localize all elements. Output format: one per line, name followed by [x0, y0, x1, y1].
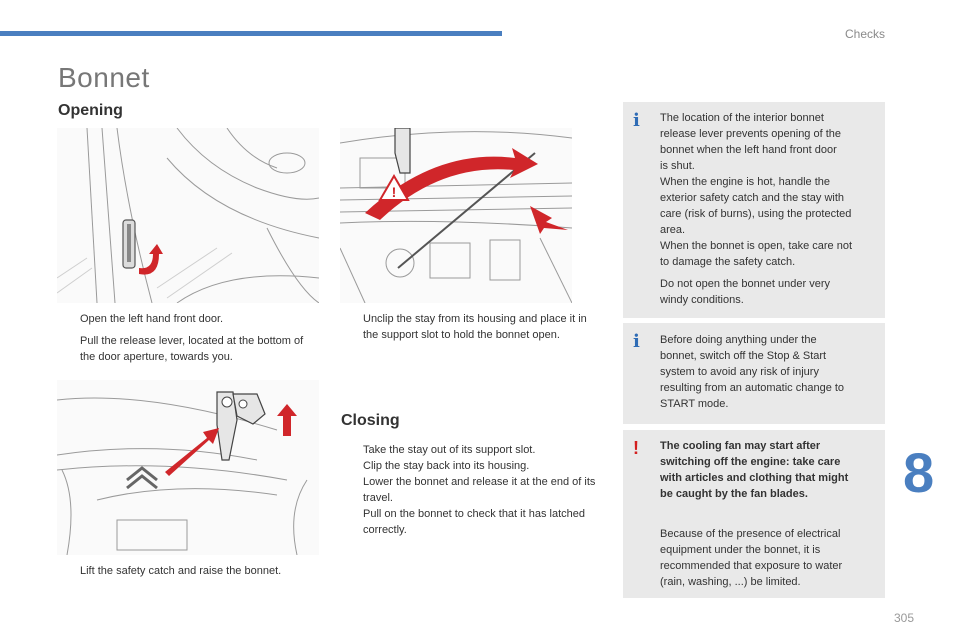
list-item: Clip the stay back into its housing. [363, 460, 530, 472]
warning-box-text: Because of the presence of electrical equipment under the bonnet, it is recommended that exposure to water (rain, washing, ...) be limited. [660, 528, 843, 588]
info-box-note: Do not open the bonnet under very windy conditions. [660, 278, 831, 306]
list-item: Pull on the bonnet to check that it has latched correctly. [363, 508, 585, 536]
list-item: Unclip the stay from its housing and place it in the support slot to hold the bonnet open. [363, 313, 587, 341]
info-box-text: The location of the interior bonnet release lever prevents opening of the bonnet when the left hand front door is shut. When the engine is hot, handle the exterior safety catch and the stay with care (risk of burns), using the protected area. When the bonnet is open, take care not to damage the safety catch. [660, 112, 853, 268]
release-lever-illustration [57, 128, 319, 303]
warning-icon: ! [633, 438, 639, 458]
opening-steps-middle [341, 311, 596, 349]
list-item: Take the stay out of its support slot. [363, 444, 536, 456]
warning-box-cooling-fan [623, 430, 885, 598]
info-box-bonnet-lever [623, 102, 885, 318]
info-box-text: Before doing anything under the bonnet, switch off the Stop & Start system to avoid any risk of injury resulting from an automatic change to START mode. [660, 334, 845, 410]
info-icon: i [633, 331, 640, 352]
page-title: Bonnet [58, 62, 150, 93]
list-item: Pull the release lever, located at the bottom of the door aperture, towards you. [80, 335, 304, 363]
stay-illustration [340, 128, 572, 303]
opening-heading: Opening [58, 102, 123, 119]
list-item: Open the left hand front door. [80, 313, 224, 325]
opening-step-lower [58, 563, 320, 585]
opening-steps-left [58, 311, 320, 371]
warning-box-bold-text: The cooling fan may start after switching off the engine: take care with articles and clothing that might be caught by the fan blades. [660, 440, 849, 500]
closing-steps [341, 442, 599, 538]
list-item: Lift the safety catch and raise the bonnet. [80, 565, 282, 577]
list-item: Lower the bonnet and release it at the end of its travel. [363, 476, 596, 504]
info-icon: i [633, 110, 640, 131]
info-box-stop-start [623, 323, 885, 424]
safety-catch-illustration [57, 380, 319, 555]
header-accent-bar [0, 31, 502, 36]
chapter-number: 8 [903, 441, 935, 504]
section-title: Checks [844, 27, 885, 41]
closing-heading: Closing [341, 412, 400, 429]
svg-text:!: ! [391, 184, 397, 200]
page-number: 305 [893, 611, 914, 625]
